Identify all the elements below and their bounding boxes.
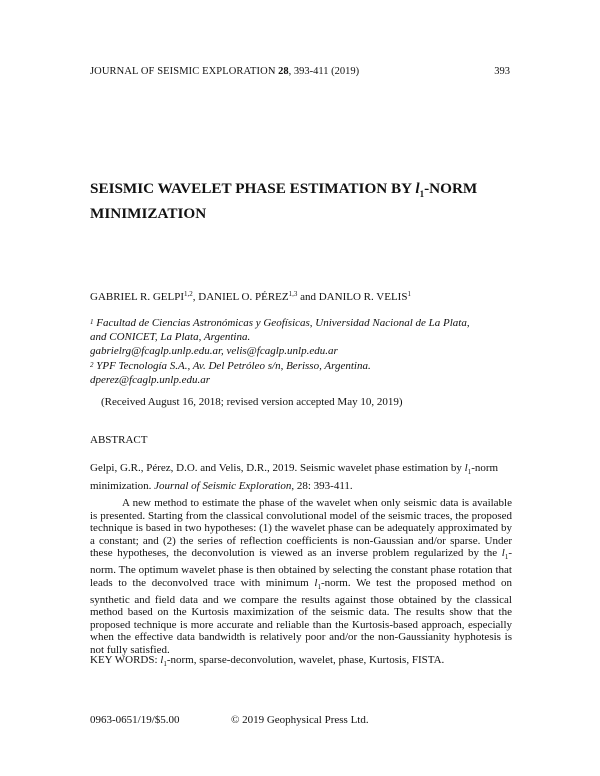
keywords: KEY WORDS: $l_1$-norm, sparse-deconvolution, wavelet, phase, Kurtosis, FISTA.: [90, 654, 445, 669]
title-l1-symbol: l: [415, 180, 420, 197]
journal-pages: , 393-411 (2019): [288, 66, 360, 77]
affiliation-2-emails: dperez@fcaglp.unlp.edu.ar: [90, 373, 211, 386]
affiliation-1: $^1$ Facultad de Ciencias Astronómicas y Geofísicas, Universidad Nacional de La Plata, and CONICET, La Plata, Argentina. gabrielrg@fcaglp.unlp.edu.ar, velis@fcaglp.unlp.edu.ar $^2$ YPF Tecnología S.A., Av. Del Petróleo s/n, Berisso, Argentina. dperez@fcaglp.unlp.edu.ar: [90, 317, 470, 386]
journal-name: JOURNAL OF SEISMIC EXPLORATION: [90, 66, 276, 77]
paper-title: SEISMIC WAVELET PHASE ESTIMATION BY $l_1$-NORM MINIMIZATION: [90, 180, 478, 223]
journal-citation: [90, 66, 359, 77]
abstract-body: A new method to estimate the phase of the wavelet when only seismic data is available is presented. Starting from the classical convolutional model of the seismic traces, the proposed technique is based in two hypotheses: (1) the wavelet phase can be adequately approximated by a constant; and (2) the series of reflection coefficients is non-Gaussian and/or sparse. Under these hypotheses, the deconvolution is viewed as an inverse problem regularized by the $l_1$-norm. The optimum wavelet phase is then obtained by selecting the constant phase rotation that leads to the deconvolved trace with minimum $l_1$-norm. We test the proposed method on synthetic and field data and we compare the results against those obtained by the classical method based on the Kurtosis maximization of the seismic data. The results show that the proposed technique is more accurate and reliable than the Kurtosis-based approach, especially when the effective data bandwidth is relatively poor and/or the non-Gaussianity hyphotesis is not fully satisfied.: [90, 497, 512, 656]
issn-price: 0963-0651/19/$5.00: [90, 714, 180, 726]
affiliation-1-emails: gabrielrg@fcaglp.unlp.edu.ar, velis@fcaglp.unlp.edu.ar: [90, 345, 338, 358]
received-dates: (Received August 16, 2018; revised version accepted May 10, 2019): [101, 396, 403, 408]
abstract-heading: ABSTRACT: [90, 434, 148, 446]
copyright: © 2019 Geophysical Press Ltd.: [231, 714, 369, 726]
journal-volume: 28: [278, 66, 289, 77]
running-header: [90, 66, 510, 77]
author-list: GABRIEL R. GELPI$^{1,2}$, DANIEL O. PÉREZ$^{1,3}$ and DANILO R. VELIS$^1$: [90, 290, 411, 303]
abstract-citation: Gelpi, G.R., Pérez, D.O. and Velis, D.R., 2019. Seismic wavelet phase estimation by $l_1$-norm minimization. Journal of Seismic Exploration, 28: 393-411.: [90, 462, 499, 492]
page-number: 393: [494, 66, 510, 77]
